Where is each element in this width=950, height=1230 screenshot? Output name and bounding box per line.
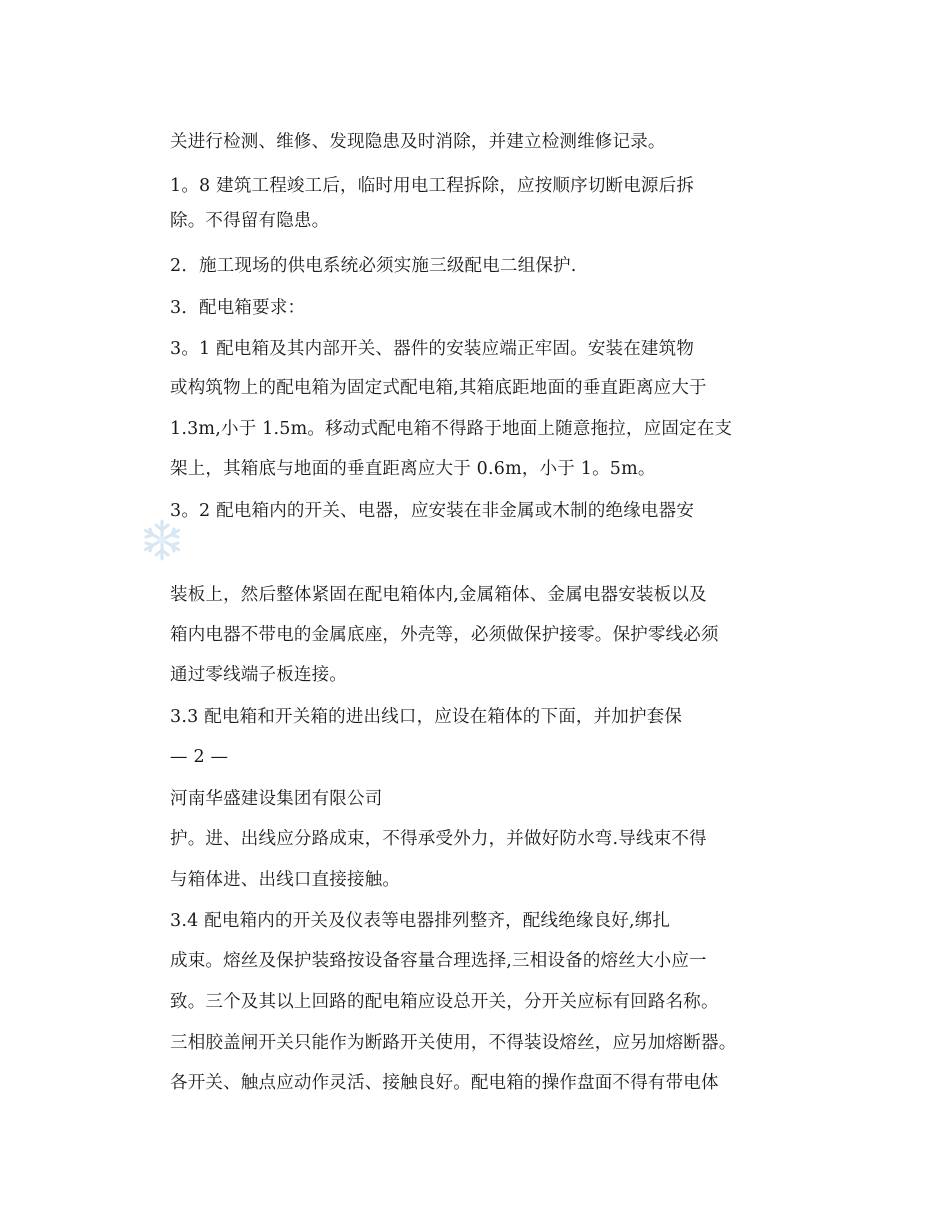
text-line: 或构筑物上的配电箱为固定式配电箱,其箱底距地面的垂直距离应大于 [170, 378, 707, 398]
text-line: 护。进、出线应分路成束，不得承受外力，并做好防水弯.导线束不得 [170, 829, 707, 849]
text-line: 3.3 配电箱和开关箱的进出线口，应设在箱体的下面，并加护套保 [170, 707, 683, 727]
snowflake-watermark-icon [140, 518, 184, 562]
text-line: 通过零线端子板连接。 [170, 665, 347, 685]
text-line: 致。三个及其以上回路的配电箱应设总开关，分开关应标有回路名称。 [170, 992, 719, 1012]
text-line: 3。1 配电箱及其内部开关、器件的安装应端正牢固。安装在建筑物 [170, 339, 695, 359]
page-number: — 2 — [170, 747, 229, 767]
text-line: 成束。熔丝及保护装臵按设备容量合理选择,三相设备的熔丝大小应一 [170, 951, 707, 971]
text-line: 除。不得留有隐患。 [170, 211, 330, 231]
text-line: 2．施工现场的供电系统必须实施三级配电二组保护. [170, 256, 577, 276]
text-line: 关进行检测、维修、发现隐患及时消除，并建立检测维修记录。 [170, 132, 666, 152]
text-line: 箱内电器不带电的金属底座，外壳等，必须做保护接零。保护零线必须 [170, 625, 719, 645]
text-line: 3．配电箱要求： [170, 298, 306, 318]
company-name: 河南华盛建设集团有限公司 [170, 789, 383, 809]
text-line: 三相胶盖闸开关只能作为断路开关使用，不得装设熔丝，应另加熔断器。 [170, 1033, 737, 1053]
text-line: 装板上，然后整体紧固在配电箱体内,金属箱体、金属电器安装板以及 [170, 585, 707, 605]
text-line: 3.4 配电箱内的开关及仪表等电器排列整齐，配线绝缘良好,绑扎 [170, 911, 671, 931]
text-line: 架上，其箱底与地面的垂直距离应大于 0.6m，小于 1。5m。 [170, 459, 656, 479]
text-line: 各开关、触点应动作灵活、接触良好。配电箱的操作盘面不得有带电体 [170, 1073, 719, 1093]
text-line: 1.3m,小于 1.5m。移动式配电箱不得路于地面上随意拖拉，应固定在支 [170, 419, 733, 439]
text-line: 1。8 建筑工程竣工后，临时用电工程拆除，应按顺序切断电源后拆 [170, 176, 695, 196]
text-line: 与箱体进、出线口直接接触。 [170, 870, 401, 890]
text-line: 3。2 配电箱内的开关、电器，应安装在非金属或木制的绝缘电器安 [170, 501, 695, 521]
